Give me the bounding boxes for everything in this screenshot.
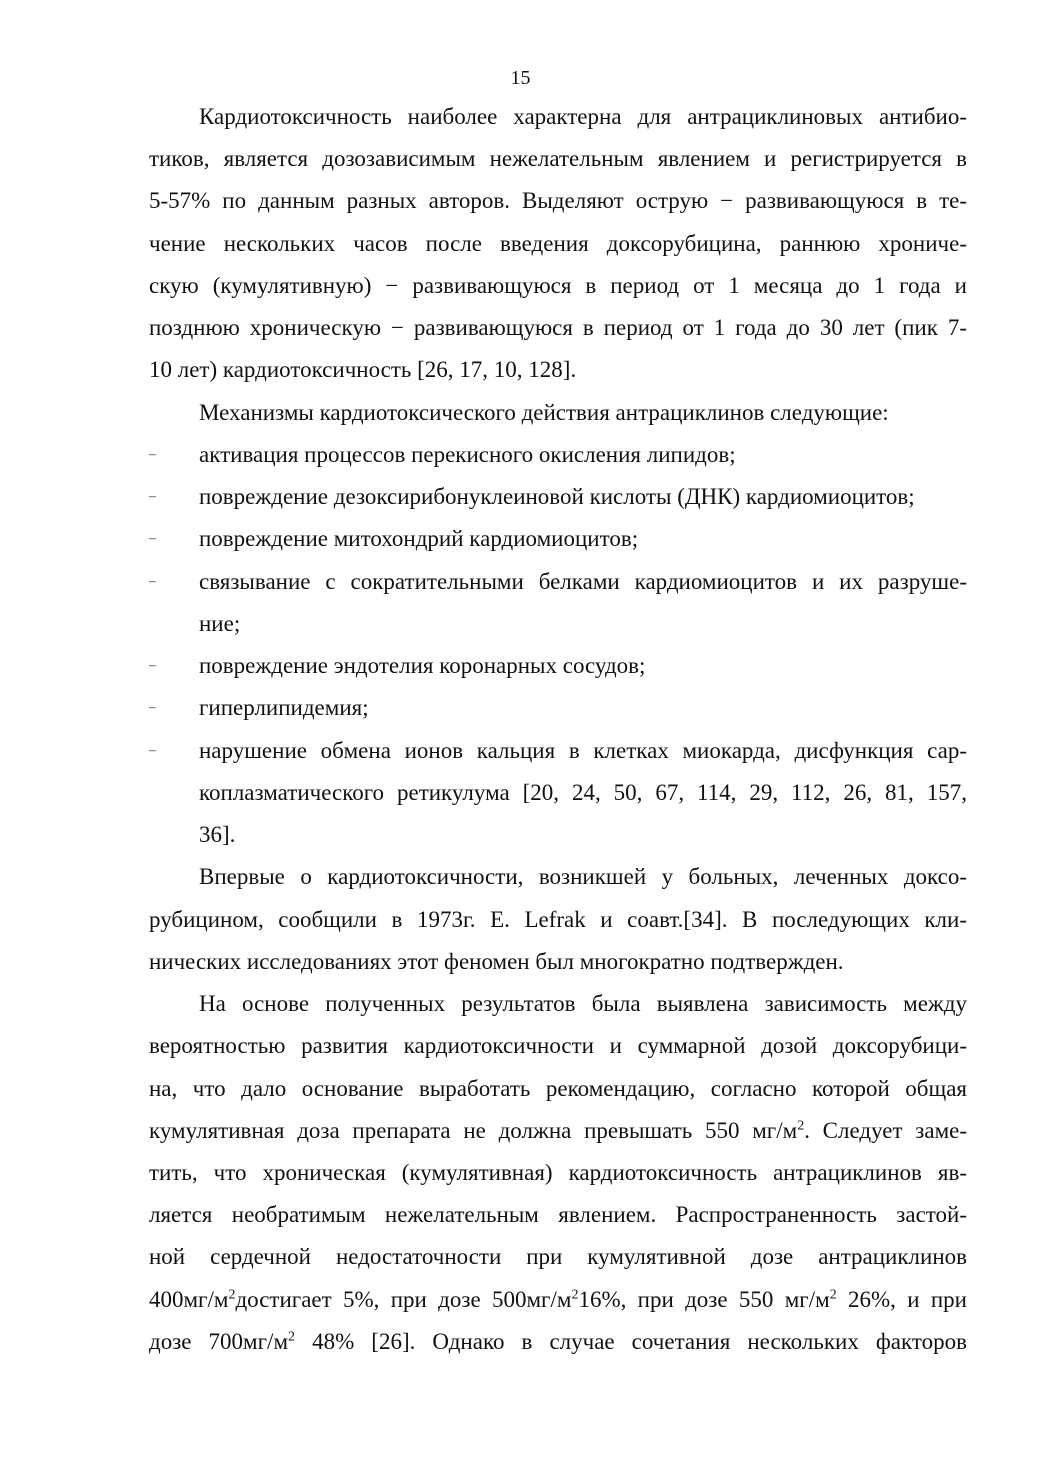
text-span: 16%, при дозе 550 мг/м [578,1287,830,1312]
paragraph-line: Механизмы кардиотоксического действия антрациклинов следующие: [199,400,889,425]
paragraph-line: рубицином, сообщили в 1973г. E. Lefrak и соавт.[34]. В последующих кли- [149,907,967,932]
list-bullet: – [149,489,156,504]
list-bullet: – [149,531,156,546]
list-item: нарушение обмена ионов кальция в клетках миокарда, дисфункция сар- [199,738,967,763]
superscript: 2 [797,1118,805,1134]
paragraph-line: 5-57% по данным разных авторов. Выделяют острую − развивающуюся в те- [149,188,967,213]
paragraph-line: позднюю хроническую − развивающуюся в период от 1 года до 30 лет (пик 7- [149,315,967,340]
paragraph-line: нических исследованиях этот феномен был многократно подтвержден. [149,949,844,974]
list-item-continuation: 36]. [199,822,236,847]
text-span: 48% [26]. Однако в случае сочетания нескольких факторов [295,1329,967,1354]
list-bullet: – [149,700,156,715]
paragraph-line [149,1327,967,1357]
paragraph-line: ляется необратимым нежелательным явлением. Распространенность застой- [149,1202,967,1227]
paragraph-line: На основе полученных результатов была выявлена зависимость между [199,991,967,1016]
paragraph-line: Кардиотоксичность наиболее характерна для антрациклиновых антибио- [199,104,967,129]
paragraph-line: на, что дало основание выработать рекомендацию, согласно которой общая [149,1076,967,1101]
list-bullet: – [149,743,156,758]
text-span: 26%, и при [836,1287,967,1312]
list-bullet: – [149,658,156,673]
paragraph-line: вероятностью развития кардиотоксичности и суммарной дозой доксорубици- [149,1033,967,1058]
superscript: 2 [571,1287,579,1303]
list-bullet: – [149,447,156,462]
text-span: 400мг/м [149,1287,229,1312]
list-item-continuation: коплазматического ретикулума [20, 24, 50, 67, 114, 29, 112, 26, 81, 157, [199,780,967,805]
list-item: гиперлипидемия; [199,695,369,720]
superscript: 2 [829,1287,837,1303]
paragraph-line: тиков, является дозозависимым нежелательным явлением и регистрируется в [149,146,967,171]
page-number: 15 [510,67,531,89]
list-item: повреждение дезоксирибонуклеиновой кислоты (ДНК) кардиомиоцитов; [199,484,915,509]
superscript: 2 [228,1287,236,1303]
list-item: повреждение эндотелия коронарных сосудов; [199,653,646,678]
paragraph-line: тить, что хроническая (кумулятивная) кардиотоксичность антрациклинов яв- [149,1160,967,1185]
superscript: 2 [288,1329,295,1345]
list-item: повреждение митохондрий кардиомиоцитов; [199,526,639,551]
text-span: . Следует заме- [804,1118,967,1143]
list-item: активация процессов перекисного окисления липидов; [199,442,736,467]
paragraph-line: Впервые о кардиотоксичности, возникшей у больных, леченных доксо- [199,864,967,889]
paragraph-line [149,1116,967,1146]
text-span: дозе 700мг/м [149,1329,288,1354]
list-item: связывание с сократительными белками кардиомиоцитов и их разруше- [199,569,967,594]
list-bullet: – [149,574,156,589]
paragraph-line: скую (кумулятивную) − развивающуюся в период от 1 месяца до 1 года и [149,273,967,298]
text-span: достигает 5%, при дозе 500мг/м [235,1287,572,1312]
list-item-continuation: ние; [199,611,241,636]
text-span: кумулятивная доза препарата не должна превышать 550 мг/м [149,1118,798,1143]
paragraph-line: ной сердечной недостаточности при кумулятивной дозе антрациклинов [149,1244,967,1269]
paragraph-line [149,1285,967,1315]
paragraph-line: 10 лет) кардиотоксичность [26, 17, 10, 128]. [149,357,577,382]
paragraph-line: чение нескольких часов после введения доксорубицина, раннюю хрониче- [149,231,967,256]
